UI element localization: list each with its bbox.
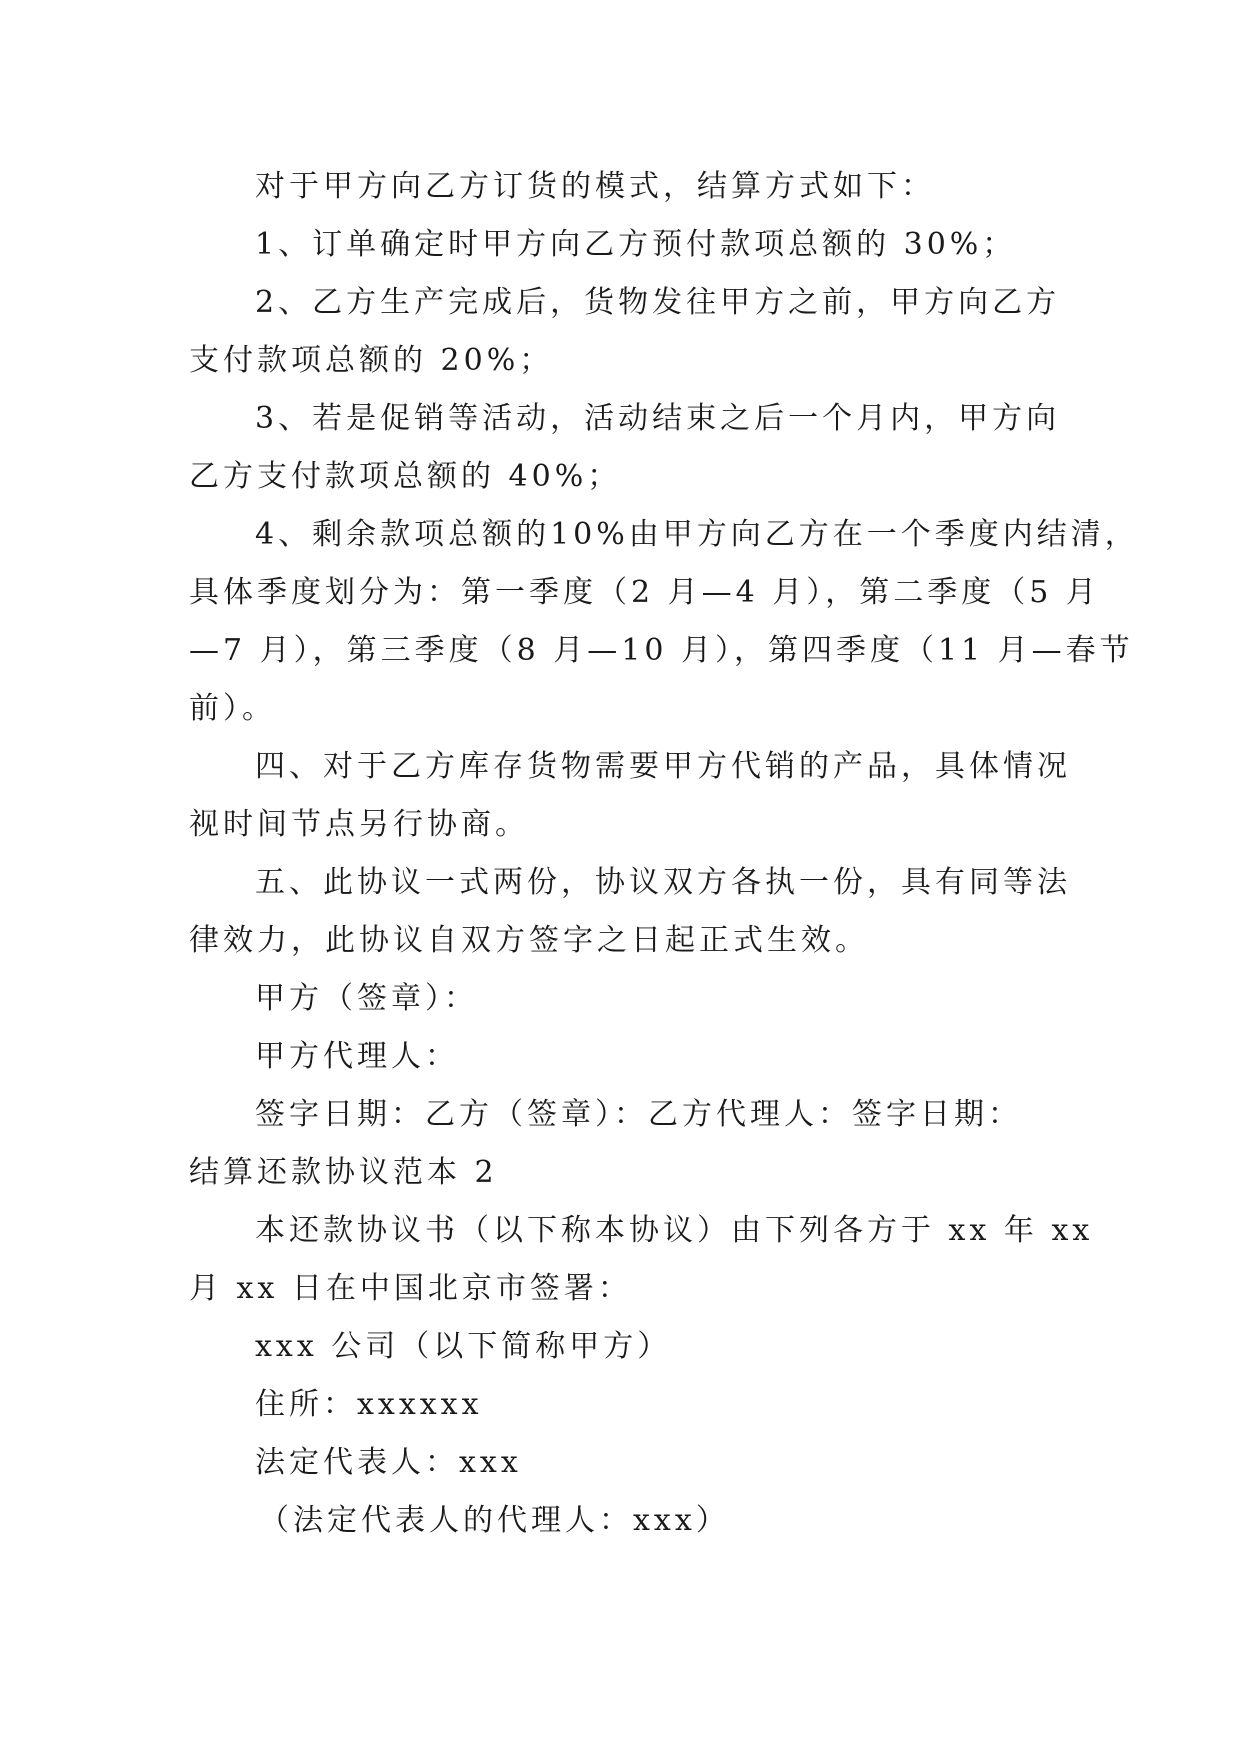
paragraph-line: 视时间节点另行协商。 xyxy=(189,807,529,842)
document-body xyxy=(189,158,1139,1550)
paragraph-line: 支付款项总额的 20%； xyxy=(189,343,554,378)
paragraph-line: 具体季度划分为：第一季度（2 月—4 月），第二季度（5 月 xyxy=(189,575,1100,610)
paragraph-line: 本还款协议书（以下称本协议）由下列各方于 xx 年 xx xyxy=(255,1213,1094,1248)
section-title: 结算还款协议范本 2 xyxy=(189,1155,498,1190)
paragraph-line: 4、剩余款项总额的10%由甲方向乙方在一个季度内结清， xyxy=(255,517,1139,552)
paragraph-line: 律效力，此协议自双方签字之日起正式生效。 xyxy=(189,923,869,958)
paragraph-line: 四、对于乙方库存货物需要甲方代销的产品，具体情况 xyxy=(255,749,1071,784)
paragraph-line: 月 xx 日在中国北京市签署： xyxy=(189,1271,632,1306)
party-line: 住所：xxxxxx xyxy=(255,1387,483,1422)
paragraph-line: —7 月），第三季度（8 月—10 月），第四季度（11 月—春节 xyxy=(189,633,1134,668)
paragraph-line: 1、订单确定时甲方向乙方预付款项总额的 30%； xyxy=(255,227,1017,262)
party-line: 法定代表人：xxx xyxy=(255,1445,522,1480)
paragraph-line: 对于甲方向乙方订货的模式，结算方式如下： xyxy=(255,169,935,204)
paragraph-line: 乙方支付款项总额的 40%； xyxy=(189,459,622,494)
paragraph-line: 3、若是促销等活动，活动结束之后一个月内，甲方向 xyxy=(255,401,1061,436)
signature-line: 甲方代理人： xyxy=(255,1039,459,1074)
signature-line: 签字日期：乙方（签章）：乙方代理人：签字日期： xyxy=(255,1097,1022,1132)
paragraph-line: 前）。 xyxy=(189,691,276,726)
party-line: （法定代表人的代理人：xxx） xyxy=(259,1503,730,1538)
party-line: xxx 公司（以下简称甲方） xyxy=(255,1329,672,1364)
paragraph-line: 五、此协议一式两份，协议双方各执一份，具有同等法 xyxy=(255,865,1071,900)
signature-line: 甲方（签章）： xyxy=(255,981,478,1016)
paragraph-line: 2、乙方生产完成后，货物发往甲方之前，甲方向乙方 xyxy=(255,285,1061,320)
